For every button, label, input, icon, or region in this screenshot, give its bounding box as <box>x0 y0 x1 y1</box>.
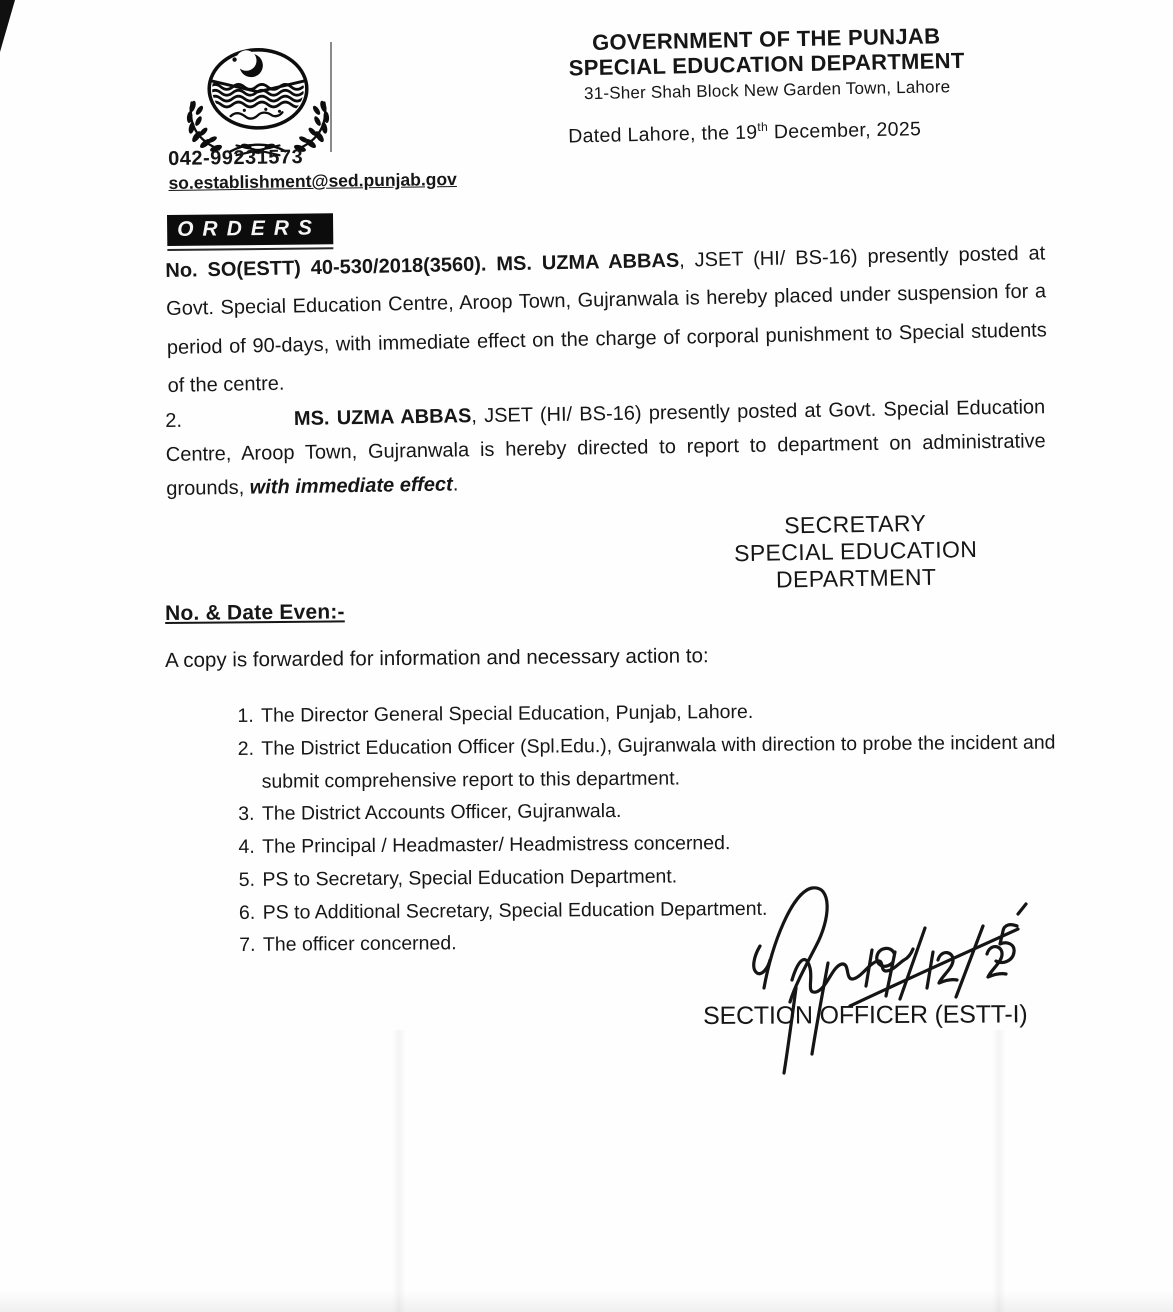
government-title: GOVERNMENT OF THE PUNJAB <box>591 23 941 55</box>
recipient-item: 3. The District Accounts Officer, Gujranwala. <box>260 791 1100 830</box>
email-address: so.establishment@sed.punjab.gov <box>168 168 457 193</box>
recipient-item: 4. The Principal / Headmaster/ Headmistress concerned. <box>260 824 1100 863</box>
letterhead-org-block <box>540 23 993 105</box>
date-ordinal-suffix: th <box>757 119 769 135</box>
orders-heading-underline <box>167 213 333 251</box>
orders-heading: ORDERS <box>167 213 333 246</box>
paragraph-period: . <box>452 473 459 496</box>
recipient-item: 5. PS to Secretary, Special Education Department. <box>260 857 1100 896</box>
order-paragraph-2-text: , JSET (HI/ BS-16) presently posted at Govt. Special Education Centre, Aroop Town, Gujranwala is hereby directed to report to department on administrative grounds, <box>165 396 1046 500</box>
scan-edge-shadow <box>0 1290 1173 1312</box>
letter-date <box>568 115 998 148</box>
recipient-item: 2. The District Education Officer (Spl.Edu.), Gujranwala with direction to probe the incident and submit comprehensive report to this department. <box>259 726 1099 798</box>
calligraphy-motto <box>231 108 283 119</box>
order-paragraph-1 <box>165 234 1048 405</box>
endorsement-heading: No. & Date Even:- <box>165 600 345 625</box>
scan-corner-artifact <box>0 0 15 52</box>
section-officer-title: SECTION OFFICER (ESTT-I) <box>703 1000 1028 1030</box>
paragraph-number: 2. <box>165 409 183 432</box>
phone-number: 042-99231573 <box>168 146 304 170</box>
paper-crease <box>392 1030 406 1312</box>
tab-indent <box>182 425 294 427</box>
rivers-waves <box>209 84 303 106</box>
letterhead-divider-line <box>330 42 332 152</box>
contact-block <box>168 144 457 194</box>
department-address: 31-Sher Shah Block New Garden Town, Lahore <box>583 77 951 104</box>
paper-crease <box>992 1030 1006 1312</box>
date-text: Dated Lahore, the 19 <box>568 121 758 148</box>
signatory-block <box>690 508 1021 595</box>
signatory-title-line1: SECRETARY <box>783 509 927 539</box>
order-reference-number: No. SO(ESTT) 40-530/2018(3560). MS. UZMA ABBAS <box>165 249 680 282</box>
endorsement-intro: A copy is forwarded for information and necessary action to: <box>165 644 709 672</box>
immediate-effect-emphasis: with immediate effect <box>249 473 453 499</box>
department-title: SPECIAL EDUCATION DEPARTMENT <box>568 47 965 81</box>
recipient-item: 1. The Director General Special Education, Punjab, Lahore. <box>259 693 1099 732</box>
recipient-list <box>232 693 1101 962</box>
signatory-title-line3: DEPARTMENT <box>775 563 937 593</box>
signatory-title-line2: SPECIAL EDUCATION <box>733 536 978 567</box>
officer-name: MS. UZMA ABBAS <box>293 405 472 430</box>
recipient-item: 7. The officer concerned. <box>261 922 1101 961</box>
order-paragraph-1-text: , JSET (HI/ BS-16) presently posted at Govt. Special Education Centre, Aroop Town, Gujranwala is hereby placed under suspension for a period of 90-days, with immediate effect on the charge of corporal punishment to Special students of the centre. <box>165 242 1047 398</box>
recipient-item: 6. PS to Additional Secretary, Special Education Department. <box>261 890 1101 929</box>
date-text-end: December, 2025 <box>767 118 922 144</box>
order-paragraph-2 <box>165 390 1046 506</box>
